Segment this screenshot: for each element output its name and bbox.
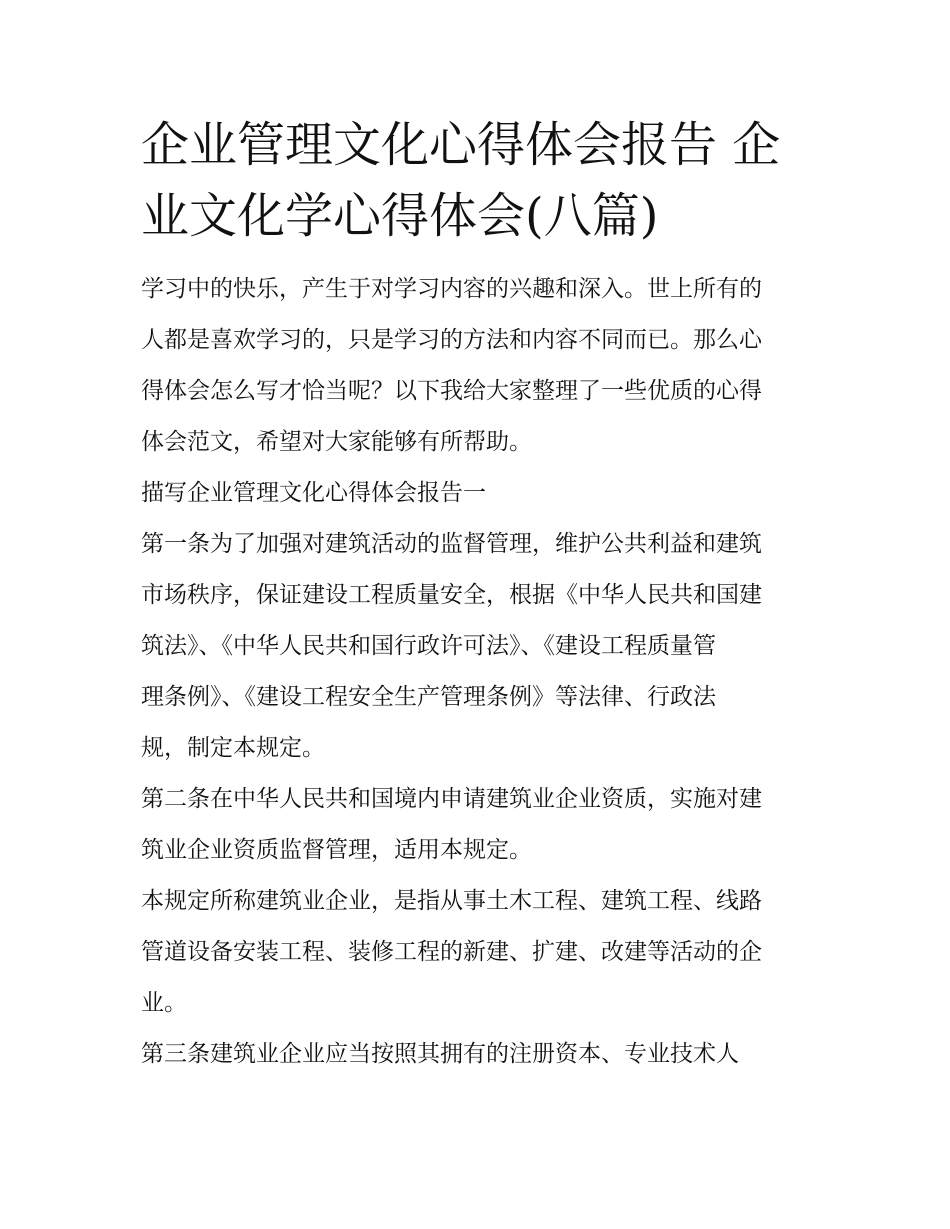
- title-line-1: 企业管理文化心得体会报告 企: [141, 117, 781, 173]
- text-line: 学习中的快乐，产生于对学习内容的兴趣和深入。世上所有的: [141, 276, 762, 302]
- section-heading: [141, 468, 813, 519]
- article-3-paragraph: [141, 1029, 813, 1080]
- text-line: 管道设备安装工程、装修工程的新建、扩建、改建等活动的企: [141, 939, 762, 965]
- text-line: 第二条在中华人民共和国境内申请建筑业企业资质，实施对建: [141, 786, 762, 812]
- text-line: 第三条建筑业企业应当按照其拥有的注册资本、专业技术人: [141, 1041, 739, 1067]
- document-page: [141, 110, 813, 1080]
- text-line: 描写企业管理文化心得体会报告一: [141, 480, 486, 506]
- text-line: 筑业企业资质监督管理，适用本规定。: [141, 837, 532, 863]
- text-line: 体会范文，希望对大家能够有所帮助。: [141, 429, 532, 455]
- title-line-2: 业文化学心得体会(八篇): [141, 188, 659, 244]
- text-line: 业。: [141, 990, 187, 1016]
- text-line: 筑法》、《中华人民共和国行政许可法》、《建设工程质量管: [141, 633, 716, 659]
- text-line: 规，制定本规定。: [141, 735, 325, 761]
- text-line: 理条例》、《建设工程安全生产管理条例》等法律、行政法: [141, 684, 716, 710]
- text-line: 第一条为了加强对建筑活动的监督管理，维护公共利益和建筑: [141, 531, 762, 557]
- article-2-paragraph: [141, 774, 813, 876]
- document-body: [141, 264, 813, 1080]
- definition-paragraph: [141, 876, 813, 1029]
- text-line: 得体会怎么写才恰当呢？以下我给大家整理了一些优质的心得: [141, 378, 762, 404]
- text-line: 人都是喜欢学习的，只是学习的方法和内容不同而已。那么心: [141, 327, 762, 353]
- text-line: 市场秩序，保证建设工程质量安全，根据《中华人民共和国建: [141, 582, 762, 608]
- text-line: 本规定所称建筑业企业，是指从事土木工程、建筑工程、线路: [141, 888, 762, 914]
- document-title: [141, 110, 813, 252]
- intro-paragraph: [141, 264, 813, 468]
- article-1-paragraph: [141, 519, 813, 774]
